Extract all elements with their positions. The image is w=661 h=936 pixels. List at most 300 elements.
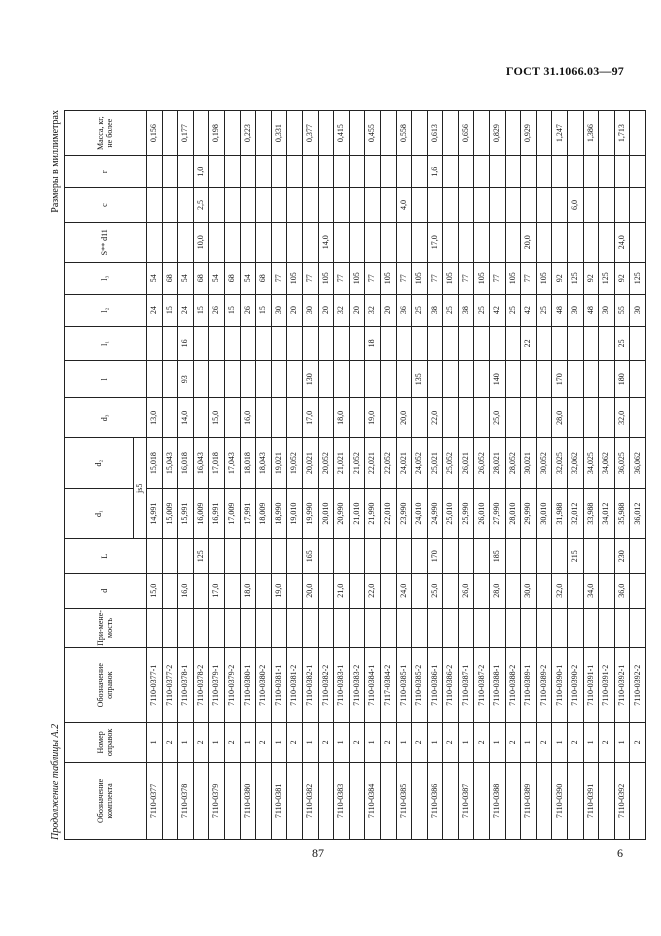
cell-app	[380, 608, 396, 648]
cell-kit: 7110-0389	[521, 762, 537, 839]
cell-L	[240, 539, 256, 574]
cell-r	[380, 156, 396, 188]
cell-c	[302, 188, 318, 223]
cell-d	[193, 573, 209, 608]
table-row	[240, 111, 256, 840]
cell-r	[583, 156, 599, 188]
cell-l3: 105	[318, 262, 334, 294]
cell-S	[630, 222, 646, 262]
table-row	[178, 111, 194, 840]
cell-d1: 35,988	[614, 488, 630, 539]
cell-d: 30,0	[521, 573, 537, 608]
cell-l3: 77	[427, 262, 443, 294]
cell-mass: 0,558	[396, 111, 412, 156]
table-row	[302, 111, 318, 840]
cell-num: 2	[474, 722, 490, 762]
cell-l1	[552, 326, 568, 361]
cell-des: 7110-0390-1	[552, 648, 568, 722]
cell-kit: 7110-0392	[614, 762, 630, 839]
cell-num: 2	[224, 722, 240, 762]
cell-l	[334, 361, 350, 398]
cell-d	[599, 573, 615, 608]
cell-d	[474, 573, 490, 608]
cell-l2: 48	[552, 294, 568, 326]
cell-S	[365, 222, 381, 262]
cell-r	[318, 156, 334, 188]
cell-S	[287, 222, 303, 262]
cell-d2: 21,052	[349, 438, 365, 489]
cell-num: 1	[552, 722, 568, 762]
rotated-table-block	[50, 110, 642, 840]
cell-L	[443, 539, 459, 574]
cell-kit: 7110-0385	[396, 762, 412, 839]
cell-app	[490, 608, 506, 648]
cell-l	[365, 361, 381, 398]
header-d: d	[65, 573, 147, 608]
cell-r	[490, 156, 506, 188]
cell-des: 7110-0378-1	[178, 648, 194, 722]
cell-app	[256, 608, 272, 648]
header-L: L	[65, 539, 147, 574]
cell-des: 7117-0384-2	[380, 648, 396, 722]
cell-r	[505, 156, 521, 188]
cell-d2: 18,018	[240, 438, 256, 489]
cell-l2: 38	[458, 294, 474, 326]
cell-d	[349, 573, 365, 608]
cell-d1: 25,010	[443, 488, 459, 539]
cell-l3: 105	[349, 262, 365, 294]
cell-l	[536, 361, 552, 398]
cell-l1	[412, 326, 428, 361]
cell-mass	[443, 111, 459, 156]
cell-l2: 20	[287, 294, 303, 326]
cell-d2: 19,021	[271, 438, 287, 489]
cell-c	[349, 188, 365, 223]
cell-d	[162, 573, 178, 608]
cell-r	[599, 156, 615, 188]
cell-num: 1	[271, 722, 287, 762]
cell-l1	[271, 326, 287, 361]
cell-app	[583, 608, 599, 648]
cell-r	[614, 156, 630, 188]
cell-app	[349, 608, 365, 648]
cell-l3: 68	[193, 262, 209, 294]
header-d2: d₂	[65, 438, 134, 489]
cell-c	[443, 188, 459, 223]
cell-r	[178, 156, 194, 188]
cell-r	[162, 156, 178, 188]
header-d1: d₁	[65, 488, 134, 539]
cell-l	[209, 361, 225, 398]
cell-app	[443, 608, 459, 648]
cell-d2: 32,062	[568, 438, 584, 489]
cell-app	[147, 608, 163, 648]
cell-num: 2	[412, 722, 428, 762]
cell-l3: 125	[568, 262, 584, 294]
cell-des: 7110-0388-1	[490, 648, 506, 722]
cell-c	[162, 188, 178, 223]
cell-d2: 25,021	[427, 438, 443, 489]
cell-d3	[412, 398, 428, 438]
cell-L	[380, 539, 396, 574]
cell-kit	[349, 762, 365, 839]
header-mass: Масса, кг, не более	[65, 111, 147, 156]
cell-S	[474, 222, 490, 262]
header-l: l	[65, 361, 147, 398]
cell-mass: 0,177	[178, 111, 194, 156]
cell-app	[521, 608, 537, 648]
cell-l1	[318, 326, 334, 361]
cell-d1: 17,009	[224, 488, 240, 539]
cell-d1: 27,990	[490, 488, 506, 539]
table-row	[552, 111, 568, 840]
cell-d2: 21,021	[334, 438, 350, 489]
cell-c	[224, 188, 240, 223]
cell-kit	[630, 762, 646, 839]
table-row	[630, 111, 646, 840]
cell-mass: 0,198	[209, 111, 225, 156]
cell-S	[568, 222, 584, 262]
header-l2: l₂	[65, 294, 147, 326]
cell-L	[365, 539, 381, 574]
cell-d2: 16,043	[193, 438, 209, 489]
cell-d: 32,0	[552, 573, 568, 608]
cell-d1: 25,990	[458, 488, 474, 539]
table-row	[193, 111, 209, 840]
cell-kit	[474, 762, 490, 839]
cell-kit: 7110-0390	[552, 762, 568, 839]
cell-d: 28,0	[490, 573, 506, 608]
cell-l3: 77	[521, 262, 537, 294]
cell-d1: 15,991	[178, 488, 194, 539]
cell-l	[224, 361, 240, 398]
cell-l: 180	[614, 361, 630, 398]
cell-c: 2,5	[193, 188, 209, 223]
cell-des: 7110-0383-2	[349, 648, 365, 722]
cell-kit: 7110-0383	[334, 762, 350, 839]
cell-d: 34,0	[583, 573, 599, 608]
cell-d2: 36,062	[630, 438, 646, 489]
cell-c	[271, 188, 287, 223]
cell-L	[552, 539, 568, 574]
cell-d	[443, 573, 459, 608]
cell-d3	[256, 398, 272, 438]
cell-kit	[162, 762, 178, 839]
cell-c	[474, 188, 490, 223]
cell-app	[505, 608, 521, 648]
cell-mass: 0,156	[147, 111, 163, 156]
cell-r	[536, 156, 552, 188]
cell-l2: 25	[536, 294, 552, 326]
cell-r	[209, 156, 225, 188]
data-table	[64, 110, 646, 840]
cell-app	[318, 608, 334, 648]
cell-l3: 105	[505, 262, 521, 294]
cell-S: 10,0	[193, 222, 209, 262]
cell-l	[240, 361, 256, 398]
cell-l2: 55	[614, 294, 630, 326]
cell-l	[521, 361, 537, 398]
cell-num: 1	[458, 722, 474, 762]
cell-app	[614, 608, 630, 648]
cell-c: 6,0	[568, 188, 584, 223]
table-row	[318, 111, 334, 840]
cell-r	[271, 156, 287, 188]
cell-d3	[349, 398, 365, 438]
cell-l2: 36	[396, 294, 412, 326]
cell-L: 170	[427, 539, 443, 574]
cell-des: 7110-0389-1	[521, 648, 537, 722]
header-js5: js5	[134, 438, 147, 539]
cell-d2: 22,052	[380, 438, 396, 489]
cell-l3: 68	[162, 262, 178, 294]
cell-l1: 18	[365, 326, 381, 361]
cell-mass	[224, 111, 240, 156]
cell-c	[318, 188, 334, 223]
cell-d1: 19,990	[302, 488, 318, 539]
table-row	[443, 111, 459, 840]
cell-d3	[599, 398, 615, 438]
cell-mass: 0,455	[365, 111, 381, 156]
cell-num: 1	[396, 722, 412, 762]
cell-mass: 0,331	[271, 111, 287, 156]
cell-L: 185	[490, 539, 506, 574]
cell-c	[287, 188, 303, 223]
cell-des: 7110-0389-2	[536, 648, 552, 722]
cell-l	[583, 361, 599, 398]
cell-S	[271, 222, 287, 262]
cell-l1	[630, 326, 646, 361]
cell-app	[193, 608, 209, 648]
cell-l3: 54	[209, 262, 225, 294]
cell-d3	[474, 398, 490, 438]
cell-d3	[162, 398, 178, 438]
cell-l2: 26	[209, 294, 225, 326]
cell-d3	[287, 398, 303, 438]
cell-S	[552, 222, 568, 262]
cell-d	[536, 573, 552, 608]
cell-d3	[521, 398, 537, 438]
cell-kit: 7110-0386	[427, 762, 443, 839]
cell-l1	[443, 326, 459, 361]
cell-num: 2	[443, 722, 459, 762]
cell-l1	[536, 326, 552, 361]
cell-des: 7110-0382-2	[318, 648, 334, 722]
cell-l	[443, 361, 459, 398]
cell-des: 7110-0391-2	[599, 648, 615, 722]
cell-num: 1	[334, 722, 350, 762]
cell-kit: 7110-0387	[458, 762, 474, 839]
table-body	[147, 111, 646, 840]
cell-S	[302, 222, 318, 262]
cell-kit	[505, 762, 521, 839]
cell-r	[334, 156, 350, 188]
table-row	[349, 111, 365, 840]
cell-l	[318, 361, 334, 398]
cell-l3: 105	[380, 262, 396, 294]
cell-d2: 34,025	[583, 438, 599, 489]
table-row	[458, 111, 474, 840]
cell-d: 17,0	[209, 573, 225, 608]
table-row	[474, 111, 490, 840]
cell-des: 7110-0385-2	[412, 648, 428, 722]
cell-mass	[162, 111, 178, 156]
cell-l	[287, 361, 303, 398]
cell-num: 2	[193, 722, 209, 762]
cell-l: 130	[302, 361, 318, 398]
header-num: Номер оправок	[65, 722, 147, 762]
cell-S	[505, 222, 521, 262]
cell-c: 4,0	[396, 188, 412, 223]
cell-num: 2	[599, 722, 615, 762]
cell-des: 7110-0381-2	[287, 648, 303, 722]
cell-l2: 15	[193, 294, 209, 326]
cell-mass	[536, 111, 552, 156]
cell-l3: 54	[178, 262, 194, 294]
header-des: Обозначение оправок	[65, 648, 147, 722]
table-row	[287, 111, 303, 840]
cell-app	[365, 608, 381, 648]
cell-kit: 7110-0377	[147, 762, 163, 839]
cell-r	[224, 156, 240, 188]
cell-d: 18,0	[240, 573, 256, 608]
table-row	[147, 111, 163, 840]
cell-S: 24,0	[614, 222, 630, 262]
cell-kit: 7110-0381	[271, 762, 287, 839]
cell-num: 1	[614, 722, 630, 762]
cell-d3	[380, 398, 396, 438]
cell-l1	[568, 326, 584, 361]
cell-c	[552, 188, 568, 223]
cell-l1	[240, 326, 256, 361]
cell-des: 7110-0379-2	[224, 648, 240, 722]
cell-app	[552, 608, 568, 648]
cell-L	[583, 539, 599, 574]
document-header-gost: ГОСТ 31.1066.03—97	[505, 64, 624, 78]
cell-kit	[536, 762, 552, 839]
cell-L	[505, 539, 521, 574]
header-r: r	[65, 156, 147, 188]
cell-l2: 25	[412, 294, 428, 326]
cell-l	[599, 361, 615, 398]
cell-d: 21,0	[334, 573, 350, 608]
cell-d1: 21,010	[349, 488, 365, 539]
cell-mass	[349, 111, 365, 156]
cell-c	[599, 188, 615, 223]
cell-num: 2	[505, 722, 521, 762]
table-row	[209, 111, 225, 840]
cell-S: 14,0	[318, 222, 334, 262]
cell-des: 7110-0387-1	[458, 648, 474, 722]
cell-kit: 7110-0379	[209, 762, 225, 839]
cell-kit: 7110-0382	[302, 762, 318, 839]
cell-l3: 77	[396, 262, 412, 294]
cell-app	[162, 608, 178, 648]
cell-d1: 24,990	[427, 488, 443, 539]
cell-num: 2	[349, 722, 365, 762]
cell-L	[209, 539, 225, 574]
cell-d3: 20,0	[396, 398, 412, 438]
cell-d3	[536, 398, 552, 438]
cell-l	[256, 361, 272, 398]
cell-S	[583, 222, 599, 262]
table-row	[365, 111, 381, 840]
cell-d1: 23,990	[396, 488, 412, 539]
cell-c	[505, 188, 521, 223]
table-row	[505, 111, 521, 840]
cell-d	[224, 573, 240, 608]
cell-mass: 0,415	[334, 111, 350, 156]
cell-L	[412, 539, 428, 574]
cell-d3	[630, 398, 646, 438]
cell-d1: 36,012	[630, 488, 646, 539]
cell-des: 7110-0380-1	[240, 648, 256, 722]
cell-r	[287, 156, 303, 188]
cell-d2: 34,062	[599, 438, 615, 489]
cell-num: 2	[256, 722, 272, 762]
cell-des: 7110-0391-1	[583, 648, 599, 722]
cell-S: 20,0	[521, 222, 537, 262]
cell-l	[458, 361, 474, 398]
cell-mass: 0,613	[427, 111, 443, 156]
cell-L: 230	[614, 539, 630, 574]
cell-L	[458, 539, 474, 574]
cell-S	[458, 222, 474, 262]
table-header-row	[65, 111, 134, 840]
cell-d: 15,0	[147, 573, 163, 608]
cell-l: 140	[490, 361, 506, 398]
cell-L	[318, 539, 334, 574]
cell-des: 7110-0382-1	[302, 648, 318, 722]
cell-d: 26,0	[458, 573, 474, 608]
cell-d: 19,0	[271, 573, 287, 608]
cell-l1	[256, 326, 272, 361]
cell-L	[536, 539, 552, 574]
header-kit: Обозначение комплекта	[65, 762, 147, 839]
cell-kit: 7110-0384	[365, 762, 381, 839]
cell-d: 24,0	[396, 573, 412, 608]
cell-r: 1,0	[193, 156, 209, 188]
cell-d1: 18,009	[256, 488, 272, 539]
cell-r: 1,6	[427, 156, 443, 188]
cell-l1	[349, 326, 365, 361]
table-row	[412, 111, 428, 840]
cell-L	[521, 539, 537, 574]
cell-c	[630, 188, 646, 223]
cell-l	[162, 361, 178, 398]
cell-c	[240, 188, 256, 223]
cell-c	[380, 188, 396, 223]
cell-S	[536, 222, 552, 262]
cell-L	[396, 539, 412, 574]
cell-l1	[302, 326, 318, 361]
cell-l2: 32	[365, 294, 381, 326]
cell-l1	[396, 326, 412, 361]
cell-l1	[458, 326, 474, 361]
cell-d	[568, 573, 584, 608]
cell-l3: 54	[240, 262, 256, 294]
table-row	[224, 111, 240, 840]
cell-l2: 20	[349, 294, 365, 326]
cell-mass: 0,929	[521, 111, 537, 156]
cell-d3: 15,0	[209, 398, 225, 438]
cell-mass: 0,656	[458, 111, 474, 156]
cell-mass: 1,386	[583, 111, 599, 156]
header-d3: d₃	[65, 398, 147, 438]
cell-d3	[458, 398, 474, 438]
cell-num: 2	[630, 722, 646, 762]
cell-mass: 0,829	[490, 111, 506, 156]
